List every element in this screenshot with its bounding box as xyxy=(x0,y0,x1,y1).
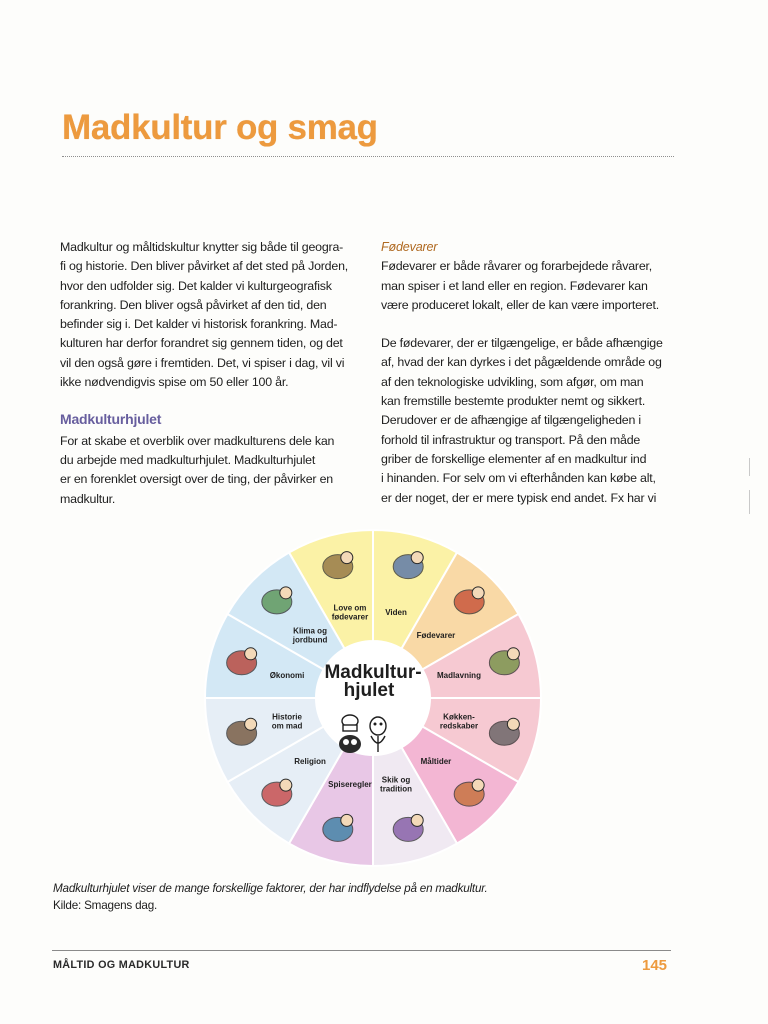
text-line: er der noget, der er mere typisk end andet. Fx har vi xyxy=(381,490,657,505)
wheel-svg xyxy=(178,526,568,870)
paragraph-gap xyxy=(381,315,677,334)
wheel-label-okonomi: Økonomi xyxy=(269,670,305,680)
text-line: Madkultur og måltidskultur knytter sig både til geogra- xyxy=(60,240,344,254)
wheel-label-love: Love om fødevarer xyxy=(331,603,369,622)
wheel-label-religion: Religion xyxy=(294,756,326,766)
fodevarer-paragraph-2 xyxy=(381,334,677,508)
wheel-label-fodevarer: Fødevarer xyxy=(416,631,456,641)
page-title: Madkultur og smag xyxy=(62,108,378,147)
text-line: man spiser i et land eller en region. Fødevarer kan xyxy=(381,278,648,293)
wheel-label-viden: Viden xyxy=(385,608,407,618)
wheel-label-historie: Historie om mad xyxy=(271,712,303,731)
subheading-madkulturhjulet: Madkulturhjulet xyxy=(60,411,162,428)
wheel-label-spiseregler: Spiseregler xyxy=(328,779,372,789)
subheading-fodevarer: Fødevarer xyxy=(381,240,438,254)
left-column xyxy=(60,238,356,509)
text-line: af den teknologiske udvikling, som afgør, om man xyxy=(381,374,644,389)
text-line: er en forenklet oversigt over de ting, der påvirker en xyxy=(60,472,333,487)
text-line: kan fremstille bestemte produkter nemt og sikkert. xyxy=(381,394,646,409)
text-line: ikke nødvendigvis spise om 50 eller 100 år. xyxy=(60,375,289,390)
wheel-label-skik: Skik og tradition xyxy=(380,775,413,794)
text-line: De fødevarer, der er tilgængelige, er både afhængige xyxy=(381,336,663,351)
text-line: kulturen har derfor forandret sig gennem tiden, og det xyxy=(60,336,343,351)
scan-mark xyxy=(749,490,750,514)
text-line: forankring. Den bliver også påvirket af den tid, den xyxy=(60,297,327,312)
text-line: vil den også gøre i fremtiden. Det, vi spiser i dag, vil vi xyxy=(60,355,345,370)
page-number: 145 xyxy=(642,957,668,974)
text-line: i hinanden. For selv om vi efterhånden kan købe alt, xyxy=(381,471,656,486)
intro-paragraph xyxy=(60,238,356,392)
title-divider xyxy=(62,156,674,157)
wheel-label-kokken: Køkken-redskaber xyxy=(439,712,479,731)
text-line: du arbejde med madkulturhjulet. Madkulturhjulet xyxy=(60,452,316,467)
text-line: hvor den udfolder sig. Det kalder vi kulturgeografisk xyxy=(60,278,332,293)
text-line: Fødevarer er både råvarer og forarbejdede råvarer, xyxy=(381,259,652,274)
madkulturhjulet-diagram xyxy=(178,526,568,870)
caption-text: Madkulturhjulet viser de mange forskellige faktorer, der har indflydelse på en madkultur. xyxy=(53,882,488,895)
text-line: fi og historie. Den bliver påvirket af det sted på Jorden, xyxy=(60,259,349,274)
wheel-label-maltider: Måltider xyxy=(420,756,452,766)
footer-section-title: MÅLTID OG MADKULTUR xyxy=(53,959,190,971)
text-line: For at skabe et overblik over madkulturens dele kan xyxy=(60,433,335,448)
scan-mark xyxy=(749,458,750,476)
text-line: griber de forskellige elementer af en madkultur ind xyxy=(381,451,647,466)
wheel-center-title-line2: hjulet xyxy=(343,680,395,701)
text-line: befinder sig i. Det kalder vi historisk forankring. Mad- xyxy=(60,317,338,332)
fodevarer-paragraph-1 xyxy=(381,257,677,315)
text-line: forhold til infrastruktur og transport. På den måde xyxy=(381,432,641,447)
wheel-label-madlavning: Madlavning xyxy=(436,670,481,680)
caption-source: Kilde: Smagens dag. xyxy=(53,899,158,912)
wheel-label-klima: Klima og jordbund xyxy=(292,626,328,645)
footer-divider xyxy=(52,950,671,951)
text-line: være produceret lokalt, eller de kan være importeret. xyxy=(381,297,659,312)
madkulturhjulet-paragraph xyxy=(60,432,356,509)
figure-caption xyxy=(53,880,673,914)
text-line: af, hvad der kan dyrkes i det pågældende område og xyxy=(381,355,662,370)
wheel-center-title-line1: Madkultur- xyxy=(324,662,422,683)
text-line: madkultur. xyxy=(60,491,116,506)
text-line: Derudover er de afhængige af tilgængeligheden i xyxy=(381,413,641,428)
right-column xyxy=(381,238,677,508)
